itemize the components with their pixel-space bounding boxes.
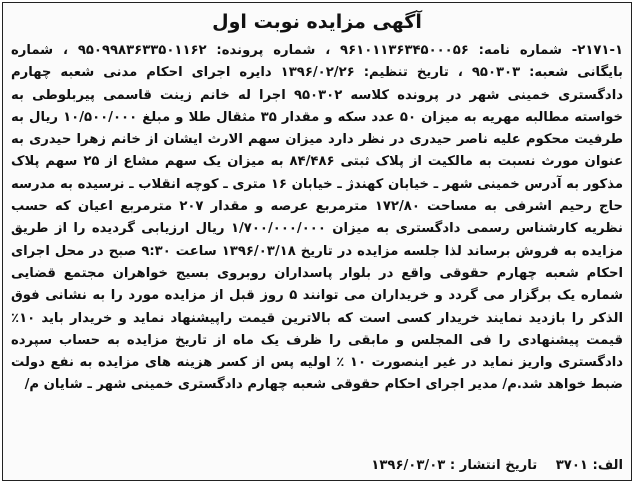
notice-footer [11, 455, 623, 477]
notice-title: آگهی مزایده نوبت اول [212, 11, 422, 33]
notice-publish-date: تاریخ انتشار : ۱۳۹۶/۰۳/۰۳ [371, 458, 538, 473]
notice-body [11, 40, 623, 397]
notice-body-text: ۲۱۷۱-۱- شماره نامه: ۹۶۱۰۱۱۳۶۳۴۵۰۰۰۵۶ ، شماره پرونده: ۹۵۰۹۹۸۳۶۳۳۵۰۱۱۶۲ ، شماره بایگانی شعبه: ۹۵۰۳۰۳ ، تاریخ تنظیم: ۱۳۹۶/۰۲/۲۶ دایره اجرای احکام مدنی شعبه چهارم دادگستری خمینی شهر در پرونده کلاسه ۹۵۰۳۰۲ اجرا له خانم زینت قاسمی پیربلوطی به خواسته مطالبه مهریه به میزان ۵۰ عدد سکه و مقدار ۳۵ مثقال طلا و مبلغ ۱۰/۵۰۰/۰۰۰ ریال به طرفیت محکوم علیه ناصر حیدری در نظر دارد میزان سهم الارث ایشان از خانم زهرا حیدری به عنوان مورث نسبت به مالکیت از پلاک ثبتی ۸۴/۴۸۶ به میزان یک سهم مشاع از ۲۵ سهم پلاک مذکور به آدرس خمینی شهر ـ خیابان کهندژ ـ خیابان ۱۶ متری ـ کوچه انقلاب ـ نرسیده به مدرسه حاج رحیم اشرفی به مساحت ۱۷۲/۸۰ مترمربع عرصه و مقدار ۲۰۷ مترمربع اعیان که حسب نظریه کارشناس رسمی دادگستری به میزان ۱/۷۰۰/۰۰۰/۰۰۰ ریال ارزیابی گردیده را از طریق مزایده به فروش برساند لذا جلسه مزایده در تاریخ ۱۳۹۶/۰۳/۱۸ ساعت ۹:۳۰ صبح در محل اجرای احکام شعبه چهارم حقوقی واقع در بلوار پاسداران روبروی بسیج خواهران مجتمع قضایی شماره یک برگزار می گردد و خریداران می توانند ۵ روز قبل از مزایده مورد را به نشانی فوق الذکر را بازدید نمایند خریدار کسی است که بالاترین قیمت راپیشنهاد نماید و خریدار باید ۱۰٪ قیمت پیشنهادی را فی المجلس و مابقی را ظرف یک ماه از تاریخ مزایده به حساب سپرده دادگستری واریز نماید در غیر اینصورت ۱۰ ٪ اولیه پس از کسر هزینه های مزایده به نفع دولت ضبط خواهد شد.م/ مدیر اجرای احکام حقوقی شعبه چهارم دادگستری خمینی شهر ـ شایان م/ [11, 43, 624, 393]
auction-notice [2, 2, 632, 481]
notice-code: الف: ۳۷۰۱ [555, 458, 623, 473]
